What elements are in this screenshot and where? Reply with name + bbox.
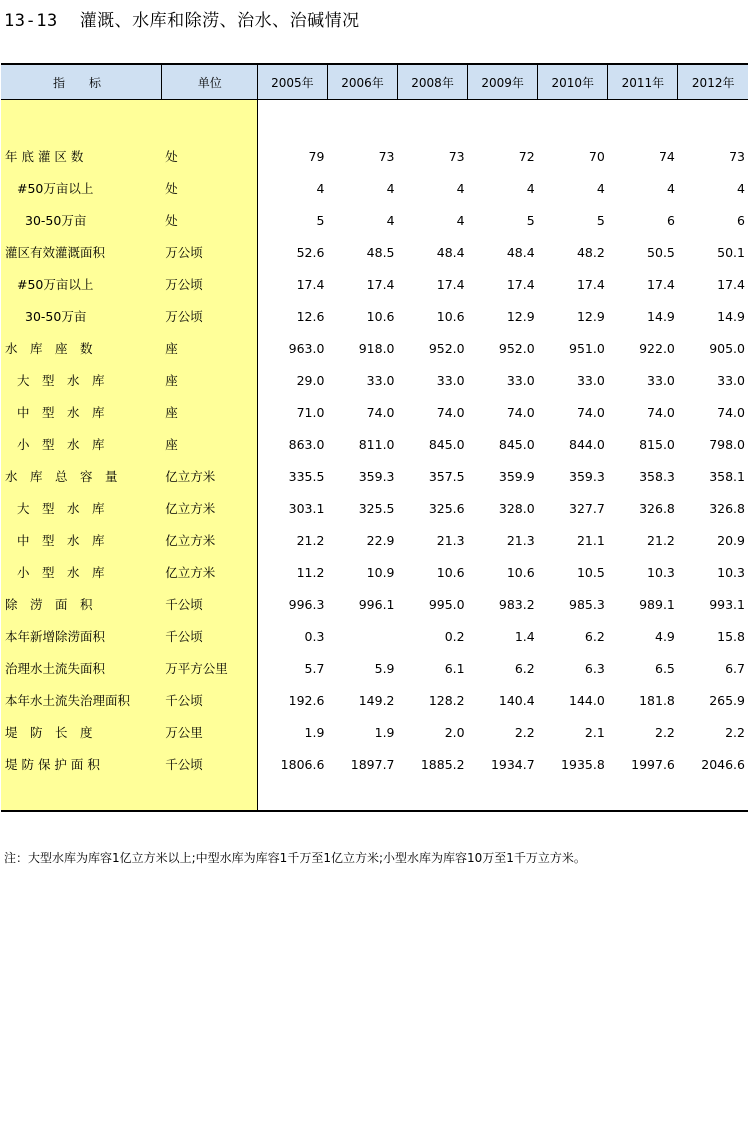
row-value: 48.5 — [366, 244, 395, 260]
row-value: 5.9 — [374, 660, 395, 676]
row-value: 4.9 — [655, 628, 675, 644]
row-value: 5.7 — [257, 652, 327, 684]
header-indicator: 指 标 — [1, 64, 161, 100]
row-value: 996.1 — [358, 596, 395, 612]
table-row — [1, 620, 748, 652]
row-value: 71.0 — [257, 396, 327, 428]
header-row — [1, 64, 748, 100]
table-row — [1, 684, 748, 716]
table-row — [1, 364, 748, 396]
row-value: 73 — [378, 148, 395, 164]
row-value: 1885.2 — [420, 756, 465, 772]
row-value: 952.0 — [498, 340, 535, 356]
row-value: 140.4 — [498, 692, 535, 708]
row-value: 14.9 — [647, 308, 675, 324]
row-value: 963.0 — [257, 332, 327, 364]
row-value: 10.6 — [366, 308, 395, 324]
row-value: 144.0 — [569, 692, 605, 708]
row-value: 21.2 — [647, 532, 675, 548]
table-row — [1, 652, 748, 684]
row-value: 993.1 — [709, 596, 745, 612]
row-value: 10.3 — [647, 564, 675, 580]
row-value: 1.4 — [514, 628, 535, 644]
row-value: 17.4 — [366, 276, 395, 292]
row-value: 74.0 — [506, 404, 535, 420]
row-value: 181.8 — [639, 692, 675, 708]
table-body — [1, 100, 748, 812]
row-value: 17.4 — [717, 276, 745, 292]
row-value: 149.2 — [358, 692, 395, 708]
row-value: 358.3 — [639, 468, 675, 484]
row-value: 10.6 — [436, 308, 465, 324]
row-value: 5 — [526, 212, 535, 228]
row-value: 1806.6 — [257, 748, 327, 780]
row-value: 0.2 — [444, 628, 465, 644]
row-unit: 万平方公里 — [161, 652, 257, 684]
table-row — [1, 588, 748, 620]
row-value: 952.0 — [428, 340, 465, 356]
row-indicator: 堤 防 长 度 — [1, 716, 161, 748]
row-unit: 千公顷 — [161, 684, 257, 716]
page-title — [4, 6, 360, 31]
row-value: 70 — [588, 148, 605, 164]
row-value: 72 — [518, 148, 535, 164]
spacer-row — [1, 780, 748, 811]
row-unit: 亿立方米 — [161, 524, 257, 556]
row-value: 50.1 — [717, 244, 745, 260]
row-value: 48.4 — [506, 244, 535, 260]
row-indicator: 中 型 水 库 — [1, 396, 161, 428]
row-value: 4 — [386, 180, 395, 196]
row-value: 996.3 — [257, 588, 327, 620]
row-value: 20.9 — [717, 532, 745, 548]
row-value: 811.0 — [358, 436, 395, 452]
row-value: 11.2 — [257, 556, 327, 588]
row-unit: 万公顷 — [161, 300, 257, 332]
row-value: 4 — [456, 180, 465, 196]
row-indicator: 治理水土流失面积 — [1, 652, 161, 684]
row-unit: 处 — [161, 204, 257, 236]
row-indicator: 大 型 水 库 — [1, 492, 161, 524]
row-value: 6.2 — [514, 660, 535, 676]
row-indicator: 水 库 总 容 量 — [1, 460, 161, 492]
row-value: 52.6 — [257, 236, 327, 268]
row-value: 33.0 — [436, 372, 465, 388]
table-row — [1, 268, 748, 300]
row-value: 845.0 — [498, 436, 535, 452]
row-value: 5 — [596, 212, 605, 228]
row-value: 951.0 — [569, 340, 605, 356]
row-value: 17.4 — [647, 276, 675, 292]
header-year: 2009年 — [468, 64, 538, 100]
table-row — [1, 236, 748, 268]
row-value: 325.5 — [358, 500, 395, 516]
row-value: 5 — [257, 204, 327, 236]
row-value: 10.6 — [506, 564, 535, 580]
row-value: 29.0 — [257, 364, 327, 396]
row-indicator: 水 库 座 数 — [1, 332, 161, 364]
table-row — [1, 492, 748, 524]
header-year: 2005年 — [257, 64, 327, 100]
row-indicator: 30-50万亩 — [1, 204, 161, 236]
row-indicator: #50万亩以上 — [1, 172, 161, 204]
table-row — [1, 140, 748, 172]
table-row — [1, 172, 748, 204]
row-value: 2.0 — [444, 724, 465, 740]
row-value: 328.0 — [498, 500, 535, 516]
row-value: 983.2 — [498, 596, 535, 612]
row-value: 6.2 — [584, 628, 605, 644]
header-year: 2006年 — [327, 64, 397, 100]
row-value: 12.6 — [257, 300, 327, 332]
row-value: 4 — [526, 180, 535, 196]
row-value: 265.9 — [709, 692, 745, 708]
row-unit: 处 — [161, 172, 257, 204]
row-value: 303.1 — [257, 492, 327, 524]
row-unit: 座 — [161, 396, 257, 428]
row-value: 12.9 — [506, 308, 535, 324]
row-value: 4 — [596, 180, 605, 196]
table-row — [1, 748, 748, 780]
row-value: 2.2 — [655, 724, 675, 740]
row-unit: 千公顷 — [161, 588, 257, 620]
spacer-row — [1, 100, 748, 141]
row-unit: 千公顷 — [161, 620, 257, 652]
row-unit: 处 — [161, 140, 257, 172]
header-year: 2011年 — [608, 64, 678, 100]
row-value: 74.0 — [647, 404, 675, 420]
row-value: 905.0 — [709, 340, 745, 356]
row-value: 4 — [257, 172, 327, 204]
table-row — [1, 204, 748, 236]
row-value: 33.0 — [576, 372, 605, 388]
row-value: 358.1 — [709, 468, 745, 484]
row-unit: 座 — [161, 364, 257, 396]
row-value: 6.1 — [444, 660, 465, 676]
table-row — [1, 396, 748, 428]
row-value: 10.6 — [436, 564, 465, 580]
row-value: 4 — [666, 180, 675, 196]
row-unit: 座 — [161, 332, 257, 364]
row-value: 10.3 — [717, 564, 745, 580]
row-value: 327.7 — [569, 500, 605, 516]
row-value: 50.5 — [647, 244, 675, 260]
table-row — [1, 716, 748, 748]
row-value: 74.0 — [576, 404, 605, 420]
row-value: 6.5 — [655, 660, 675, 676]
row-value: 1.9 — [257, 716, 327, 748]
row-unit: 万公顷 — [161, 236, 257, 268]
row-value: 1897.7 — [350, 756, 395, 772]
row-value: 21.2 — [257, 524, 327, 556]
row-value: 2.1 — [584, 724, 605, 740]
row-value: 17.4 — [257, 268, 327, 300]
row-value: 4 — [386, 212, 395, 228]
row-value: 33.0 — [647, 372, 675, 388]
row-value: 22.9 — [366, 532, 395, 548]
row-value: 359.3 — [358, 468, 395, 484]
table-number: 13-13 — [4, 11, 58, 31]
row-unit: 千公顷 — [161, 748, 257, 780]
row-indicator: 中 型 水 库 — [1, 524, 161, 556]
row-value: 10.9 — [366, 564, 395, 580]
row-indicator: 小 型 水 库 — [1, 428, 161, 460]
row-indicator: 堤 防 保 护 面 积 — [1, 748, 161, 780]
table-row — [1, 556, 748, 588]
row-value: 10.5 — [576, 564, 605, 580]
row-value: 74.0 — [366, 404, 395, 420]
row-value: 1997.6 — [631, 756, 675, 772]
row-value: 74.0 — [436, 404, 465, 420]
row-unit: 亿立方米 — [161, 460, 257, 492]
row-value: 74.0 — [717, 404, 745, 420]
row-value: 6 — [666, 212, 675, 228]
row-indicator: 小 型 水 库 — [1, 556, 161, 588]
header-year: 2008年 — [398, 64, 468, 100]
row-unit: 万公里 — [161, 716, 257, 748]
row-value: 2.2 — [725, 724, 745, 740]
row-indicator: 除 涝 面 积 — [1, 588, 161, 620]
header-unit: 单位 — [161, 64, 257, 100]
row-unit: 座 — [161, 428, 257, 460]
table-row — [1, 332, 748, 364]
row-indicator: 本年新增除涝面积 — [1, 620, 161, 652]
row-value: 74 — [658, 148, 675, 164]
row-value: 128.2 — [428, 692, 465, 708]
row-value: 2.2 — [514, 724, 535, 740]
row-value: 798.0 — [709, 436, 745, 452]
row-value: 863.0 — [257, 428, 327, 460]
row-value: 14.9 — [717, 308, 745, 324]
row-unit: 亿立方米 — [161, 492, 257, 524]
row-unit: 亿立方米 — [161, 556, 257, 588]
row-value: 48.2 — [576, 244, 605, 260]
row-value: 326.8 — [639, 500, 675, 516]
row-value: 33.0 — [717, 372, 745, 388]
row-value: 359.3 — [569, 468, 605, 484]
row-value: 845.0 — [428, 436, 465, 452]
footnote: 注：大型水库为库容1亿立方米以上;中型水库为库容1千万至1亿立方米;小型水库为库容10万至1千万立方米。 — [4, 851, 586, 865]
row-value: 922.0 — [639, 340, 675, 356]
row-value: 1935.8 — [561, 756, 605, 772]
row-value: 1934.7 — [490, 756, 535, 772]
table-title: 灌溉、水库和除涝、治水、治碱情况 — [79, 11, 360, 31]
row-value: 21.3 — [436, 532, 465, 548]
row-value: 12.9 — [576, 308, 605, 324]
row-indicator: 灌区有效灌溉面积 — [1, 236, 161, 268]
header-year: 2012年 — [678, 64, 748, 100]
row-unit: 万公顷 — [161, 268, 257, 300]
table-row — [1, 300, 748, 332]
row-value: 815.0 — [639, 436, 675, 452]
statistics-table — [1, 63, 748, 812]
row-value: 357.5 — [428, 468, 465, 484]
row-indicator: 年 底 灌 区 数 — [1, 140, 161, 172]
row-value: 326.8 — [709, 500, 745, 516]
row-value: 359.9 — [498, 468, 535, 484]
row-value — [327, 620, 397, 652]
row-value: 2046.6 — [701, 756, 745, 772]
row-value: 6 — [737, 212, 745, 228]
row-indicator: #50万亩以上 — [1, 268, 161, 300]
row-value: 4 — [737, 180, 745, 196]
row-value: 21.3 — [506, 532, 535, 548]
row-value: 6.3 — [584, 660, 605, 676]
row-value: 48.4 — [436, 244, 465, 260]
row-value: 17.4 — [506, 276, 535, 292]
row-value: 6.7 — [725, 660, 745, 676]
table-row — [1, 460, 748, 492]
row-value: 985.3 — [569, 596, 605, 612]
row-value: 33.0 — [366, 372, 395, 388]
row-value: 15.8 — [717, 628, 745, 644]
row-indicator: 大 型 水 库 — [1, 364, 161, 396]
row-value: 73 — [729, 148, 745, 164]
row-value: 33.0 — [506, 372, 535, 388]
row-value: 17.4 — [436, 276, 465, 292]
row-indicator: 30-50万亩 — [1, 300, 161, 332]
table-row — [1, 524, 748, 556]
header-year: 2010年 — [538, 64, 608, 100]
row-value: 335.5 — [257, 460, 327, 492]
row-indicator: 本年水土流失治理面积 — [1, 684, 161, 716]
row-value: 325.6 — [428, 500, 465, 516]
table-row — [1, 428, 748, 460]
row-value: 17.4 — [576, 276, 605, 292]
row-value: 73 — [448, 148, 465, 164]
row-value: 844.0 — [569, 436, 605, 452]
row-value: 4 — [456, 212, 465, 228]
row-value: 0.3 — [257, 620, 327, 652]
row-value: 21.1 — [576, 532, 605, 548]
row-value: 918.0 — [358, 340, 395, 356]
row-value: 192.6 — [257, 684, 327, 716]
row-value: 989.1 — [639, 596, 675, 612]
row-value: 1.9 — [374, 724, 395, 740]
row-value: 79 — [257, 140, 327, 172]
row-value: 995.0 — [428, 596, 465, 612]
